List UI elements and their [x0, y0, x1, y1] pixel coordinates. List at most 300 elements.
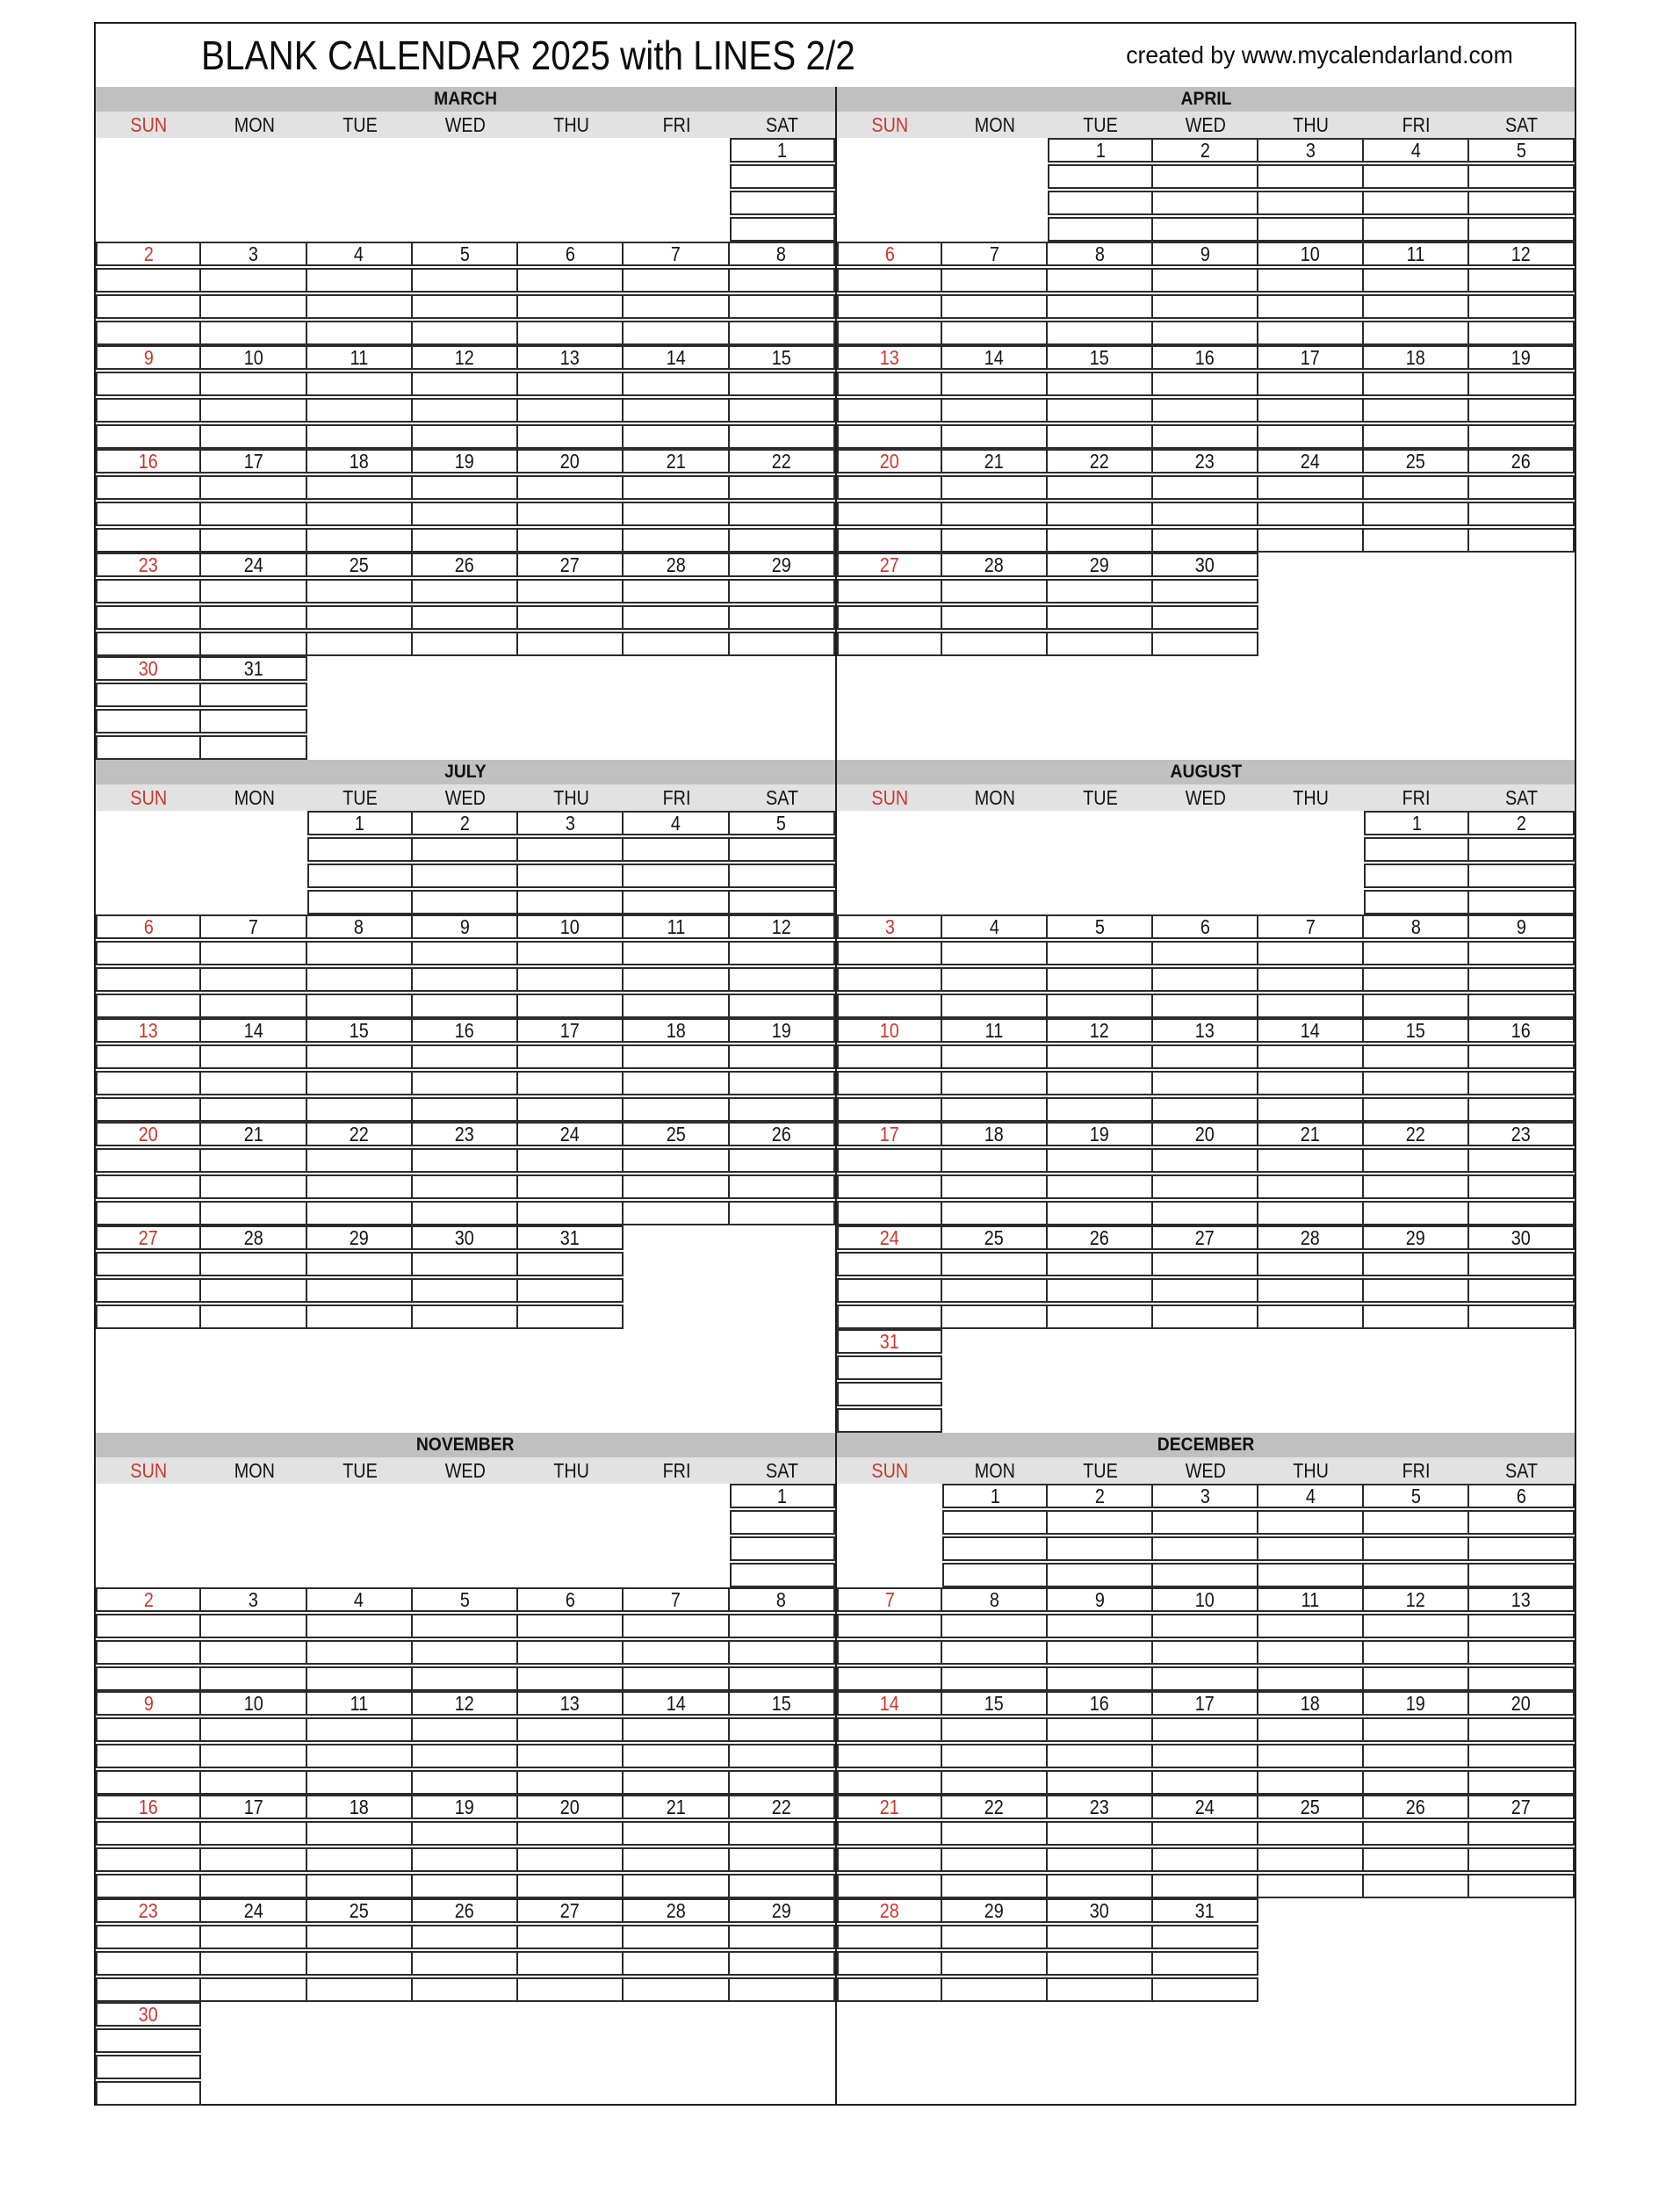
- ruled-line: [96, 1097, 201, 1122]
- date-number: 24: [243, 553, 263, 576]
- ruled-line: [730, 321, 835, 345]
- day-column: [1153, 138, 1258, 242]
- date-cell: [1364, 1225, 1469, 1250]
- ruled-line: [413, 1951, 518, 1976]
- day-column: [1469, 1898, 1575, 2002]
- date-number: 29: [1089, 553, 1109, 576]
- day-header-label: SAT: [1505, 786, 1539, 809]
- ruled-line: [730, 268, 835, 293]
- day-column: [1153, 811, 1258, 914]
- day-column: [1258, 345, 1364, 449]
- day-column: [1364, 138, 1469, 242]
- day-column: [730, 1691, 835, 1795]
- day-column: [1153, 1691, 1258, 1795]
- day-header-label: MON: [234, 786, 275, 809]
- date-number: 5: [1094, 915, 1105, 938]
- ruled-line: [837, 294, 942, 319]
- ruled-line: [624, 605, 729, 630]
- ruled-line: [837, 1148, 942, 1173]
- ruled-line: [730, 1174, 835, 1199]
- ruled-line: [1048, 372, 1153, 396]
- day-header-sat: [1469, 784, 1575, 811]
- week-row: [96, 914, 835, 1018]
- date-cell: [624, 1691, 729, 1716]
- day-column: [413, 1484, 518, 1587]
- month-block-july: [96, 760, 835, 1433]
- date-number: 27: [1194, 1226, 1215, 1249]
- ruled-line: [1469, 1666, 1575, 1691]
- day-column: [624, 345, 729, 449]
- ruled-line: [942, 502, 1048, 526]
- date-cell: [201, 345, 306, 370]
- date-cell: [837, 345, 942, 370]
- ruled-line: [1258, 1640, 1364, 1665]
- ruled-line: [518, 632, 624, 656]
- day-column: [201, 656, 306, 760]
- ruled-line: [201, 1174, 306, 1199]
- ruled-line: [413, 967, 518, 992]
- ruled-line: [1153, 1252, 1258, 1276]
- ruled-line: [1153, 605, 1258, 630]
- day-column: [518, 242, 624, 345]
- ruled-line: [518, 294, 624, 319]
- date-number: 17: [1194, 1692, 1215, 1715]
- date-cell: [1153, 1018, 1258, 1043]
- ruled-line: [201, 683, 306, 707]
- day-header-label: FRI: [662, 786, 691, 809]
- date-number: 26: [454, 553, 474, 576]
- date-number: 26: [1089, 1226, 1109, 1249]
- week-row: [96, 1795, 835, 1898]
- ruled-line: [307, 502, 413, 526]
- date-cell: [624, 1587, 729, 1612]
- ruled-line: [413, 1201, 518, 1225]
- ruled-line: [307, 890, 413, 914]
- ruled-line: [730, 217, 835, 242]
- day-column: [1048, 1484, 1153, 1587]
- day-column: [518, 1691, 624, 1795]
- ruled-line: [518, 1304, 624, 1329]
- ruled-line: [730, 294, 835, 319]
- week-row: [837, 1329, 1575, 1433]
- day-column: [624, 2002, 729, 2106]
- day-column: [201, 914, 306, 1018]
- date-number: 13: [560, 346, 580, 369]
- week-row: [96, 1587, 835, 1691]
- ruled-line: [201, 632, 306, 656]
- day-column: [1153, 1898, 1258, 2002]
- ruled-line: [1153, 1977, 1258, 2002]
- ruled-line: [942, 1847, 1048, 1872]
- date-cell: [96, 1225, 201, 1250]
- ruled-line: [1153, 1278, 1258, 1303]
- day-column: [307, 1898, 413, 2002]
- day-header-label: WED: [444, 1459, 487, 1482]
- ruled-line: [1258, 1563, 1364, 1587]
- date-number: 3: [1200, 1485, 1210, 1507]
- day-column: [624, 1122, 729, 1225]
- ruled-line: [96, 475, 201, 500]
- ruled-line: [413, 268, 518, 293]
- ruled-line: [624, 1174, 729, 1199]
- date-cell: [730, 1018, 835, 1043]
- ruled-line: [1153, 294, 1258, 319]
- ruled-line: [96, 2081, 201, 2106]
- date-cell: [201, 1122, 306, 1146]
- day-column: [518, 449, 624, 553]
- day-header-label: SUN: [871, 113, 908, 136]
- day-column: [1048, 1225, 1153, 1329]
- ruled-line: [518, 1847, 624, 1872]
- ruled-line: [307, 424, 413, 449]
- ruled-line: [201, 941, 306, 965]
- day-column: [730, 138, 835, 242]
- week-row: [96, 2002, 835, 2106]
- day-header-label: THU: [1293, 786, 1330, 809]
- date-cell: [624, 914, 729, 939]
- day-column: [730, 1484, 835, 1587]
- day-column: [837, 914, 942, 1018]
- date-number: 6: [565, 242, 575, 265]
- day-column: [1258, 1225, 1364, 1329]
- ruled-line: [96, 1770, 201, 1795]
- week-row: [837, 1225, 1575, 1329]
- ruled-line: [201, 1148, 306, 1173]
- date-cell: [942, 1018, 1048, 1043]
- date-number: 8: [776, 242, 787, 265]
- ruled-line: [1469, 1278, 1575, 1303]
- week-row: [96, 1484, 835, 1587]
- day-column: [1469, 1329, 1575, 1433]
- day-column: [1469, 1018, 1575, 1122]
- ruled-line: [1364, 994, 1469, 1018]
- date-cell: [1048, 1795, 1153, 1819]
- month-title-text: JULY: [444, 762, 487, 782]
- date-number: 29: [349, 1226, 369, 1249]
- ruled-line: [518, 1148, 624, 1173]
- ruled-line: [837, 967, 942, 992]
- date-number: 11: [1406, 242, 1425, 265]
- ruled-line: [1364, 528, 1469, 553]
- date-number: 23: [1511, 1123, 1531, 1145]
- ruled-line: [201, 967, 306, 992]
- ruled-line: [942, 994, 1048, 1018]
- day-column: [307, 138, 413, 242]
- ruled-line: [1153, 217, 1258, 242]
- ruled-line: [837, 1977, 942, 2002]
- week-row: [837, 138, 1575, 242]
- ruled-line: [730, 605, 835, 630]
- day-header-label: THU: [1293, 113, 1330, 136]
- ruled-line: [942, 372, 1048, 396]
- ruled-line: [1153, 1666, 1258, 1691]
- ruled-line: [1153, 191, 1258, 215]
- day-column: [730, 1795, 835, 1898]
- date-cell: [837, 242, 942, 266]
- ruled-line: [96, 579, 201, 603]
- ruled-line: [624, 1770, 729, 1795]
- day-column: [96, 242, 201, 345]
- ruled-line: [1258, 191, 1364, 215]
- date-number: 30: [139, 2003, 159, 2026]
- date-number: 22: [984, 1796, 1004, 1818]
- date-number: 22: [771, 450, 791, 473]
- date-number: 1: [777, 1485, 788, 1507]
- ruled-line: [837, 502, 942, 526]
- day-column: [201, 1795, 306, 1898]
- day-header-tue: [307, 784, 413, 811]
- date-cell: [1258, 1484, 1364, 1508]
- day-column: [413, 449, 518, 553]
- ruled-line: [413, 1874, 518, 1898]
- date-cell: [201, 1225, 306, 1250]
- ruled-line: [1258, 1847, 1364, 1872]
- day-column: [942, 1691, 1048, 1795]
- date-cell: [518, 449, 624, 473]
- day-column: [413, 1587, 518, 1691]
- ruled-line: [837, 1201, 942, 1225]
- date-number: 17: [560, 1019, 580, 1042]
- ruled-line: [837, 1951, 942, 1976]
- day-column: [837, 1691, 942, 1795]
- day-column: [730, 1122, 835, 1225]
- day-header-mon: [942, 784, 1048, 811]
- date-cell: [624, 1898, 729, 1923]
- day-column: [624, 1691, 729, 1795]
- day-column: [942, 1898, 1048, 2002]
- ruled-line: [96, 398, 201, 423]
- date-number: 2: [1516, 812, 1526, 835]
- date-number: 14: [984, 346, 1004, 369]
- date-number: 14: [243, 1019, 263, 1042]
- date-number: 30: [1089, 1899, 1109, 1922]
- day-header-wed: [413, 112, 518, 138]
- ruled-line: [730, 579, 835, 603]
- ruled-line: [96, 1666, 201, 1691]
- ruled-line: [307, 1717, 413, 1742]
- month-grid: [837, 138, 1575, 760]
- day-header-label: SAT: [1505, 113, 1539, 136]
- date-number: 8: [776, 1588, 787, 1611]
- date-number: 2: [143, 1588, 154, 1611]
- day-column: [413, 811, 518, 914]
- ruled-line: [201, 1717, 306, 1742]
- day-column: [518, 1587, 624, 1691]
- ruled-line: [96, 2055, 201, 2079]
- day-column: [518, 138, 624, 242]
- ruled-line: [1469, 1717, 1575, 1742]
- day-column: [624, 1898, 729, 2002]
- date-number: 8: [1410, 915, 1421, 938]
- month-block-december: [835, 1433, 1575, 2106]
- date-number: 26: [1511, 450, 1531, 473]
- date-cell: [96, 1795, 201, 1819]
- ruled-line: [201, 528, 306, 553]
- day-column: [1048, 449, 1153, 553]
- date-number: 27: [1511, 1796, 1531, 1818]
- date-cell: [1258, 449, 1364, 473]
- day-column: [1258, 1898, 1364, 2002]
- day-column: [413, 1691, 518, 1795]
- day-header-row: [837, 1457, 1575, 1484]
- ruled-line: [942, 1874, 1048, 1898]
- day-column: [1364, 553, 1469, 656]
- day-column: [201, 1225, 306, 1329]
- ruled-line: [1153, 1614, 1258, 1638]
- day-column: [837, 1484, 942, 1587]
- date-cell: [730, 1587, 835, 1612]
- ruled-line: [1258, 424, 1364, 449]
- ruled-line: [1258, 372, 1364, 396]
- date-cell: [1153, 1691, 1258, 1716]
- ruled-line: [624, 1821, 729, 1846]
- day-column: [1364, 914, 1469, 1018]
- ruled-line: [730, 1821, 835, 1846]
- date-cell: [307, 553, 413, 577]
- date-cell: [307, 1795, 413, 1819]
- ruled-line: [201, 1071, 306, 1095]
- day-header-tue: [1048, 784, 1153, 811]
- date-cell: [1258, 1587, 1364, 1612]
- day-column: [1048, 1795, 1153, 1898]
- day-header-sun: [96, 1457, 201, 1484]
- ruled-line: [518, 424, 624, 449]
- day-column: [1469, 449, 1575, 553]
- ruled-line: [942, 1510, 1048, 1535]
- ruled-line: [1048, 1614, 1153, 1638]
- day-column: [413, 1898, 518, 2002]
- day-column: [307, 1018, 413, 1122]
- ruled-line: [1153, 475, 1258, 500]
- ruled-line: [624, 890, 729, 914]
- day-column: [730, 553, 835, 656]
- date-number: 4: [354, 1588, 364, 1611]
- ruled-line: [1153, 1201, 1258, 1225]
- ruled-line: [942, 1563, 1048, 1587]
- day-column: [307, 656, 413, 760]
- ruled-line: [1364, 837, 1469, 862]
- day-column: [1153, 553, 1258, 656]
- ruled-line: [624, 864, 729, 888]
- ruled-line: [307, 1044, 413, 1069]
- date-cell: [1048, 242, 1153, 266]
- ruled-line: [942, 1821, 1048, 1846]
- week-row: [96, 811, 835, 914]
- date-cell: [518, 1898, 624, 1923]
- ruled-line: [518, 1666, 624, 1691]
- date-cell: [307, 449, 413, 473]
- date-number: 8: [989, 1588, 999, 1611]
- day-column: [730, 1018, 835, 1122]
- ruled-line: [1258, 475, 1364, 500]
- date-number: 18: [1405, 346, 1425, 369]
- day-column: [624, 242, 729, 345]
- ruled-line: [1048, 1201, 1153, 1225]
- date-cell: [96, 553, 201, 577]
- date-cell: [518, 1018, 624, 1043]
- ruled-line: [624, 1925, 729, 1949]
- day-column: [942, 1018, 1048, 1122]
- ruled-line: [1364, 1252, 1469, 1276]
- day-column: [201, 1898, 306, 2002]
- date-cell: [413, 449, 518, 473]
- ruled-line: [201, 1252, 306, 1276]
- ruled-line: [1364, 967, 1469, 992]
- date-cell: [1469, 1225, 1575, 1250]
- ruled-line: [1048, 1071, 1153, 1095]
- date-number: 20: [1511, 1692, 1531, 1715]
- ruled-line: [837, 528, 942, 553]
- ruled-line: [96, 424, 201, 449]
- date-number: 12: [771, 915, 791, 938]
- ruled-line: [942, 967, 1048, 992]
- day-column: [730, 1225, 835, 1329]
- date-cell: [1258, 1018, 1364, 1043]
- ruled-line: [1469, 217, 1575, 242]
- ruled-line: [1048, 164, 1153, 189]
- date-number: 15: [1405, 1019, 1425, 1042]
- day-column: [96, 914, 201, 1018]
- day-column: [307, 345, 413, 449]
- date-cell: [1469, 1018, 1575, 1043]
- date-cell: [518, 553, 624, 577]
- day-column: [1258, 811, 1364, 914]
- date-number: 13: [139, 1019, 159, 1042]
- day-column: [1258, 1691, 1364, 1795]
- date-cell: [413, 1018, 518, 1043]
- date-cell: [1258, 914, 1364, 939]
- ruled-line: [1364, 217, 1469, 242]
- date-cell: [201, 1587, 306, 1612]
- date-number: 28: [1300, 1226, 1320, 1249]
- date-cell: [1153, 553, 1258, 577]
- date-number: 19: [454, 1796, 474, 1818]
- ruled-line: [942, 1174, 1048, 1199]
- date-number: 7: [671, 1588, 681, 1611]
- day-column: [730, 914, 835, 1018]
- day-header-fri: [624, 112, 729, 138]
- day-header-sat: [730, 112, 835, 138]
- date-cell: [624, 553, 729, 577]
- day-header-sat: [1469, 1457, 1575, 1484]
- day-column: [1153, 1795, 1258, 1898]
- date-cell: [413, 1122, 518, 1146]
- day-column: [837, 1225, 942, 1329]
- day-column: [1258, 1795, 1364, 1898]
- calendar-sections: [96, 87, 1575, 2106]
- day-header-mon: [942, 112, 1048, 138]
- ruled-line: [1469, 837, 1575, 862]
- week-row: [96, 1691, 835, 1795]
- ruled-line: [942, 1640, 1048, 1665]
- ruled-line: [96, 1744, 201, 1768]
- ruled-line: [730, 528, 835, 553]
- month-block-november: [96, 1433, 835, 2106]
- ruled-line: [730, 475, 835, 500]
- ruled-line: [1153, 967, 1258, 992]
- ruled-line: [201, 1951, 306, 1976]
- date-cell: [1048, 449, 1153, 473]
- date-cell: [942, 914, 1048, 939]
- day-column: [1364, 1122, 1469, 1225]
- date-number: 23: [1194, 450, 1215, 473]
- ruled-line: [201, 1097, 306, 1122]
- ruled-line: [307, 1304, 413, 1329]
- day-column: [1364, 242, 1469, 345]
- day-column: [1258, 1018, 1364, 1122]
- day-header-sun: [837, 112, 942, 138]
- ruled-line: [518, 1044, 624, 1069]
